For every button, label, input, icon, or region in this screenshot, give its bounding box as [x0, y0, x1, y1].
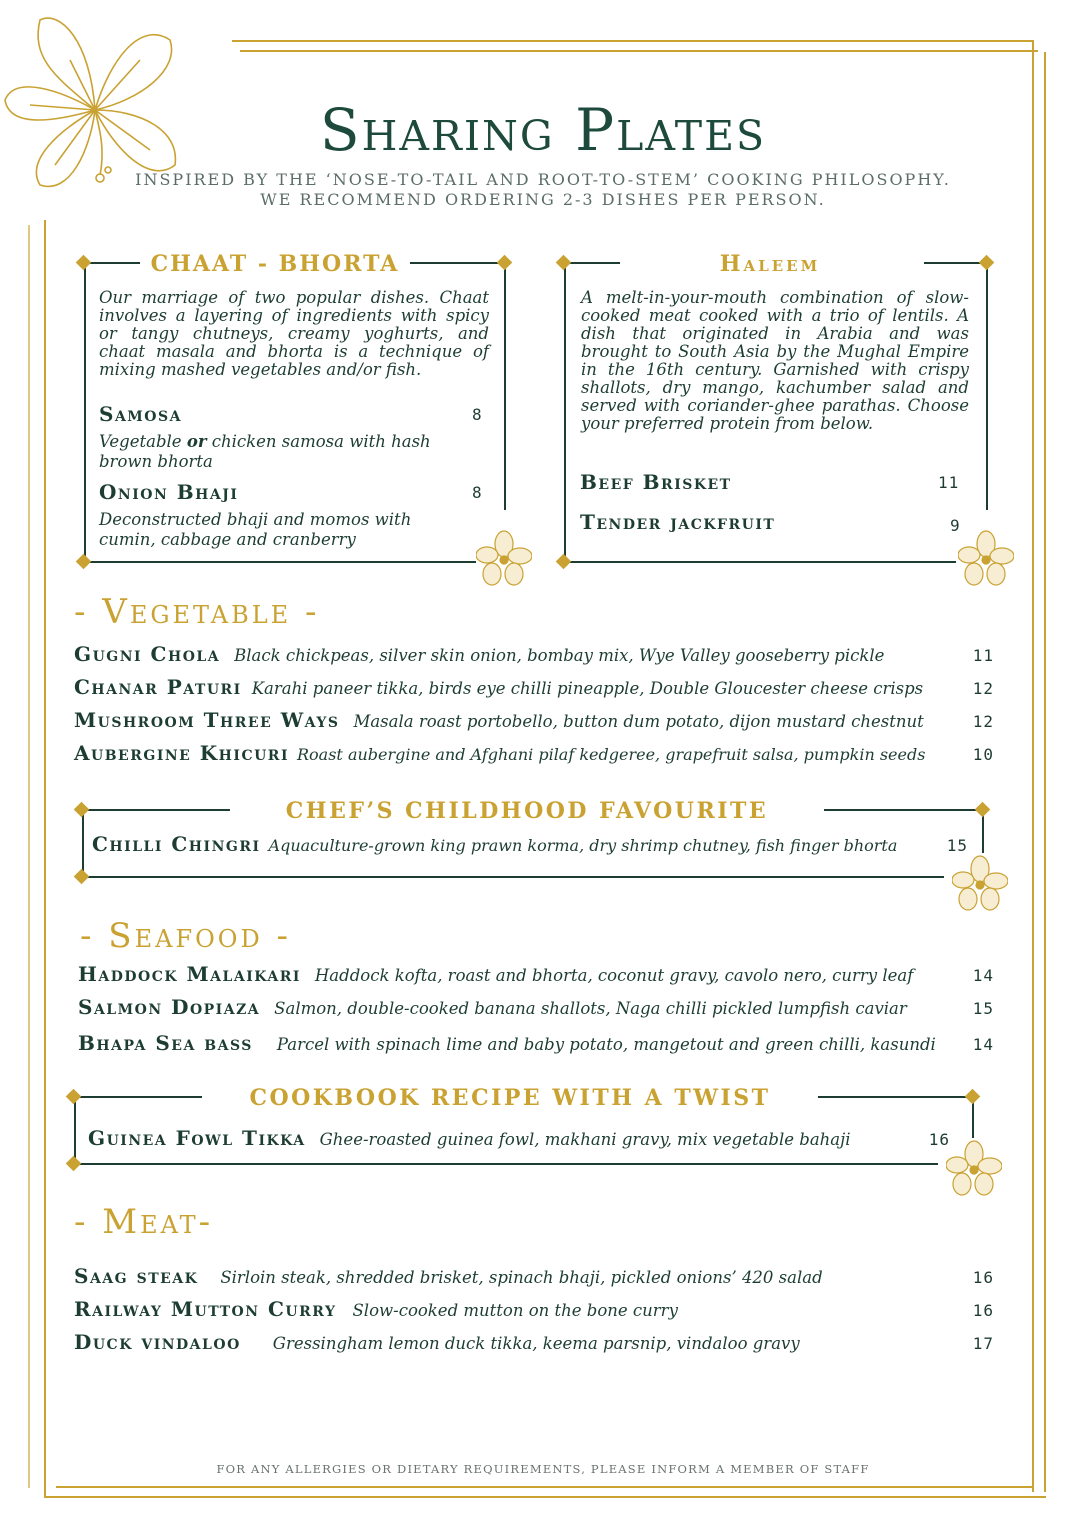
menu-item	[78, 995, 994, 1019]
item-name: Duck vindaloo	[74, 1330, 241, 1354]
item-price: 16	[972, 1301, 994, 1320]
menu-item	[78, 962, 994, 986]
item-price: 15	[972, 999, 994, 1018]
diamond-ornament-icon	[556, 554, 572, 570]
seafood-heading: - Seafood -	[80, 916, 291, 956]
item-name-tender-jackfruit: Tender jackfruit	[580, 510, 776, 534]
item-desc: Roast aubergine and Afghani pilaf kedgeree, grapefruit salsa, pumpkin seeds	[297, 745, 926, 764]
small-flower-icon	[946, 1140, 1002, 1198]
menu-item	[74, 708, 994, 732]
small-flower-icon	[476, 530, 532, 588]
small-flower-icon	[952, 855, 1008, 913]
item-name-onion-bhaji: Onion Bhaji	[99, 480, 239, 504]
diamond-ornament-icon	[66, 1156, 82, 1172]
diamond-ornament-icon	[975, 802, 991, 818]
item-desc: Karahi paneer tikka, birds eye chilli pineapple, Double Gloucester cheese crisps	[251, 679, 924, 698]
item-desc-onion-bhaji-line2: cumin, cabbage and cranberry	[99, 530, 356, 549]
diamond-ornament-icon	[74, 869, 90, 885]
item-price: 16	[928, 1130, 950, 1149]
small-flower-icon	[958, 530, 1014, 588]
item-name: Haddock Malaikari	[78, 962, 301, 986]
item-name: Gugni Chola	[74, 642, 221, 666]
item-name: Chanar Paturi	[74, 675, 242, 699]
item-price-onion-bhaji: 8	[472, 483, 483, 502]
item-price: 11	[972, 646, 994, 665]
menu-item	[92, 832, 968, 856]
item-name: Chilli Chingri	[92, 832, 261, 856]
item-desc: Masala roast portobello, button dum potato, dijon mustard chestnut	[353, 712, 924, 731]
item-desc-samosa: Vegetable or chicken samosa with hash	[99, 432, 431, 451]
item-price: 12	[972, 712, 994, 731]
item-desc: Ghee-roasted guinea fowl, makhani gravy, mix vegetable bahaji	[319, 1130, 851, 1149]
allergy-footer: FOR ANY ALLERGIES OR DIETARY REQUIREMENTS, PLEASE INFORM A MEMBER OF STAFF	[216, 1462, 870, 1476]
item-name: Saag steak	[74, 1264, 199, 1288]
item-name: Guinea Fowl Tikka	[88, 1126, 306, 1150]
item-name: Mushroom Three Ways	[74, 708, 340, 732]
vegetable-heading: - Vegetable -	[74, 592, 320, 632]
item-price: 15	[946, 836, 968, 855]
item-desc: Haddock kofta, roast and bhorta, coconut gravy, cavolo nero, curry leaf	[314, 966, 914, 985]
item-name-beef-brisket: Beef Brisket	[580, 470, 732, 494]
item-desc-samosa-line2: brown bhorta	[99, 452, 213, 471]
meat-heading: - Meat-	[74, 1202, 214, 1242]
item-desc: Gressingham lemon duck tikka, keema parsnip, vindaloo gravy	[272, 1334, 800, 1353]
chef-favourite-title: CHEF’S CHILDHOOD FAVOURITE	[285, 798, 769, 824]
menu-item	[74, 1264, 994, 1288]
item-price-tender-jackfruit: 9	[950, 516, 961, 535]
item-price: 17	[972, 1334, 994, 1353]
page-title: Sharing Plates	[319, 96, 767, 164]
subtitle-line-2: WE RECOMMEND ORDERING 2-3 DISHES PER PERSON.	[260, 190, 826, 209]
item-desc: Aquaculture-grown king prawn korma, dry shrimp chutney, fish finger bhorta	[268, 836, 898, 855]
item-price: 14	[972, 1035, 994, 1054]
item-name: Aubergine Khicuri	[74, 741, 289, 765]
menu-item	[74, 1330, 994, 1354]
menu-item	[74, 741, 994, 765]
haleem-title: Haleem	[719, 251, 821, 277]
haleem-description: A melt-in-your-mouth combination of slow-cooked meat cooked with a trio of lentils. A dish that originated in Arabia and was brought to South Asia by the Mughal Empire in the 16th century. Garnished with crispy shallots, dry mango, kachumber salad and served with coriander-ghee parathas. Choose your preferred protein from below.	[581, 288, 969, 433]
menu-item	[88, 1126, 950, 1150]
cookbook-recipe-title: COOKBOOK RECIPE WITH A TWIST	[249, 1085, 771, 1111]
item-price: 14	[972, 966, 994, 985]
item-name: Salmon Dopiaza	[78, 995, 261, 1019]
item-desc: Salmon, double-cooked banana shallots, Naga chilli pickled lumpfish caviar	[274, 999, 907, 1018]
diamond-ornament-icon	[76, 255, 92, 271]
diamond-ornament-icon	[74, 802, 90, 818]
diamond-ornament-icon	[66, 1089, 82, 1105]
item-desc: Parcel with spinach lime and baby potato, mangetout and green chilli, kasundi	[276, 1035, 936, 1054]
item-name: Bhapa Sea bass	[78, 1031, 253, 1055]
menu-item	[74, 675, 994, 699]
item-price: 10	[972, 745, 994, 764]
item-price: 12	[972, 679, 994, 698]
menu-item	[78, 1031, 994, 1055]
diamond-ornament-icon	[76, 554, 92, 570]
diamond-ornament-icon	[965, 1089, 981, 1105]
menu-item	[74, 642, 994, 666]
item-name-samosa: Samosa	[99, 402, 182, 426]
chaat-bhorta-description: Our marriage of two popular dishes. Chaat involves a layering of ingredients with spicy or tangy chutneys, creamy yoghurts, and chaat masala and bhorta is a technique of mixing mashed vegetables and/or fish.	[99, 288, 489, 379]
item-desc: Slow-cooked mutton on the bone curry	[352, 1301, 678, 1320]
diamond-ornament-icon	[556, 255, 572, 271]
item-price-samosa: 8	[472, 405, 483, 424]
item-desc: Black chickpeas, silver skin onion, bombay mix, Wye Valley gooseberry pickle	[234, 646, 885, 665]
chaat-bhorta-title: CHAAT - BHORTA	[150, 251, 400, 277]
item-name: Railway Mutton Curry	[74, 1297, 337, 1321]
item-price: 16	[972, 1268, 994, 1287]
diamond-ornament-icon	[979, 255, 995, 271]
diamond-ornament-icon	[497, 255, 513, 271]
item-desc-onion-bhaji: Deconstructed bhaji and momos with	[99, 510, 412, 529]
item-desc: Sirloin steak, shredded brisket, spinach bhaji, pickled onions’ 420 salad	[220, 1268, 823, 1287]
subtitle-line-1: INSPIRED BY THE ‘NOSE-TO-TAIL AND ROOT-TO-STEM’ COOKING PHILOSOPHY.	[135, 170, 951, 189]
menu-item	[74, 1297, 994, 1321]
item-price-beef-brisket: 11	[938, 473, 960, 492]
